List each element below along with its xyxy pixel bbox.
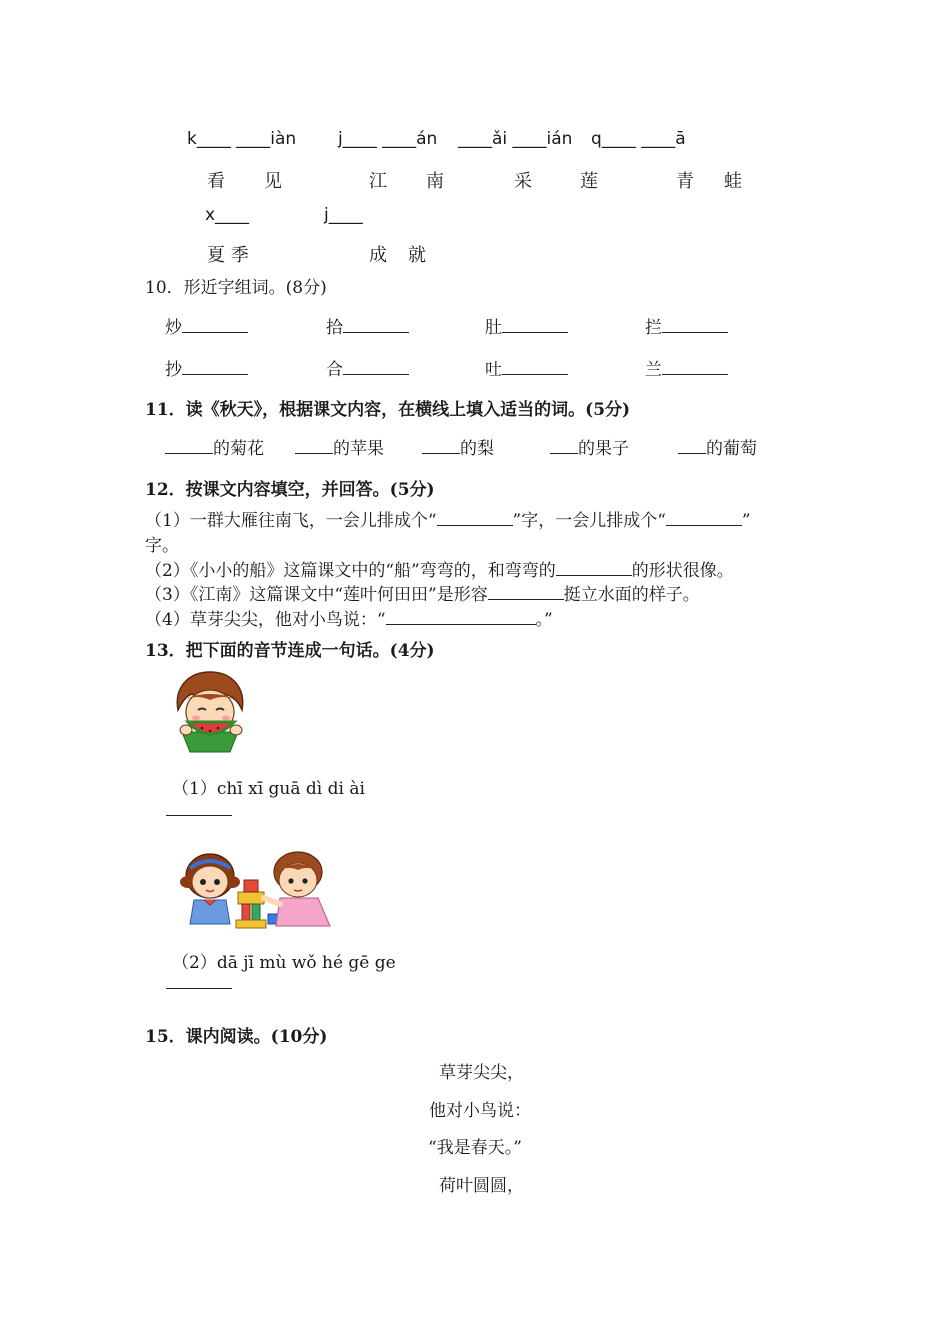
hanzi-jian: 见 [264,171,282,192]
question-15-title: 15．课内阅读。(10分) [145,1027,328,1047]
hanzi-qing: 青 [676,171,694,192]
poem-line-3: “我是春天。” [428,1138,522,1158]
answer-line[interactable] [343,315,409,333]
answer-line[interactable] [182,357,248,375]
hanzi-kan: 看 [207,171,225,192]
hanzi-cheng: 成 [369,245,387,266]
char-chao2: 抄 [165,355,248,380]
question-10-title: 10．形近字组词。(8分) [145,278,327,298]
answer-line[interactable] [437,508,513,526]
answer-line[interactable] [422,436,460,454]
answer-line[interactable] [295,436,333,454]
fill-juhua: 的菊花 [165,434,264,459]
char-du: 肚 [485,313,568,338]
answer-line-2[interactable] [166,988,232,989]
pinyin-blank-2: j____ ____án [338,129,438,149]
sentence-2-pinyin: （2）dā jī mù wǒ hé gē ge [172,953,396,973]
answer-line[interactable] [678,436,706,454]
poem-line-2: 他对小鸟说： [429,1101,531,1121]
child-watermelon-image [174,670,246,754]
question-12-title: 12．按课文内容填空，并回答。(5分) [145,480,435,500]
poem-line-4: 荷叶圆圆， [439,1176,524,1196]
answer-line[interactable] [662,315,728,333]
answer-line[interactable] [502,315,568,333]
answer-line[interactable] [502,357,568,375]
answer-line[interactable] [343,357,409,375]
question-13-title: 13．把下面的音节连成一句话。(4分) [145,641,435,661]
q12-line-2: （2）《小小的船》这篇课文中的“船”弯弯的，和弯弯的 的形状很像。 [145,556,734,581]
fill-putao: 的葡萄 [678,434,757,459]
hanzi-lian: 莲 [580,171,598,192]
hanzi-cai: 采 [514,171,532,192]
sentence-1-pinyin: （1）chī xī guā dì di ài [172,779,365,799]
pinyin-blank-3: ____ǎi ____ián [458,129,573,149]
hanzi-nan: 南 [426,171,444,192]
q12-line-4: （4）草芽尖尖，他对小鸟说：“ 。” [145,605,553,630]
answer-line[interactable] [165,436,213,454]
pinyin-blank-5: x____ [205,205,250,225]
answer-line[interactable] [556,558,632,576]
answer-line[interactable] [550,436,578,454]
q12-line-1: （1）一群大雁往南飞，一会儿排成个“ ”字，一会儿排成个“ ” [145,506,751,531]
char-tu: 吐 [485,355,568,380]
fill-pingguo: 的苹果 [295,434,384,459]
fill-li: 的梨 [422,434,494,459]
hanzi-jiang: 江 [369,171,387,192]
char-he: 合 [326,355,409,380]
children-blocks-image [180,848,336,930]
q12-line-1b: 字。 [145,536,179,556]
answer-line[interactable] [666,508,742,526]
q12-line-3: （3）《江南》这篇课文中“莲叶何田田”是形容 挺立水面的样子。 [145,580,700,605]
char-chao: 炒 [165,313,248,338]
char-lan2: 兰 [645,355,728,380]
answer-line[interactable] [182,315,248,333]
pinyin-blank-4: q____ ____ā [591,129,686,149]
question-11-title: 11．读《秋天》，根据课文内容，在横线上填入适当的词。(5分) [145,400,631,420]
pinyin-blank-6: j____ [324,205,363,225]
char-shi: 拾 [326,313,409,338]
answer-line[interactable] [386,607,536,625]
hanzi-xiaji: 夏 季 [207,245,249,266]
char-lan: 拦 [645,313,728,338]
poem-line-1: 草芽尖尖， [439,1063,524,1083]
answer-line-1[interactable] [166,815,232,816]
pinyin-blank-1: k____ ____iàn [187,129,297,149]
answer-line[interactable] [488,582,564,600]
fill-guozi: 的果子 [550,434,629,459]
hanzi-jiu: 就 [408,245,426,266]
hanzi-wa: 蛙 [724,171,742,192]
answer-line[interactable] [662,357,728,375]
